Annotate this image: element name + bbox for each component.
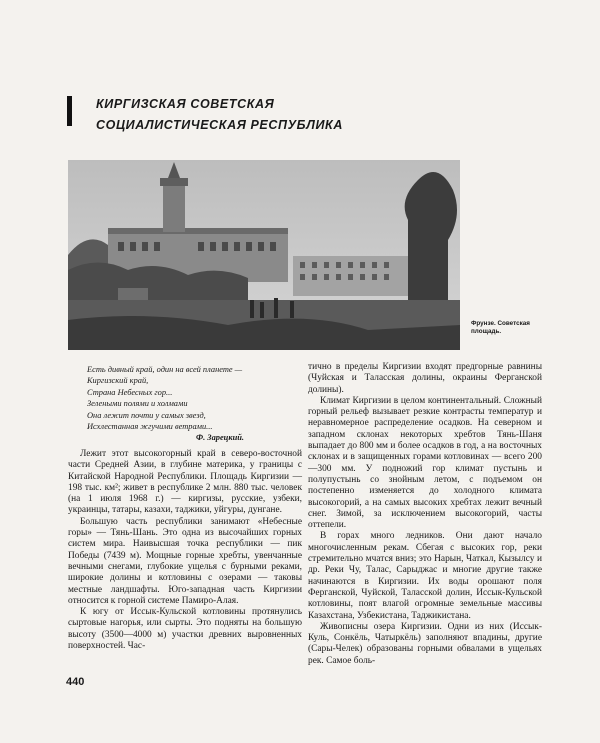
poem-line: Она лежит почти у самых звезд,	[87, 410, 206, 420]
poem-line: Киргизский край,	[87, 376, 149, 386]
epigraph-poem	[87, 364, 297, 432]
poem-line: Есть дивный край, один на всей планете —	[87, 365, 243, 374]
poem-line: Исхлестанная жгучими ветрами...	[87, 422, 213, 432]
chapter-bar	[67, 96, 72, 126]
photo-illustration	[68, 160, 460, 350]
paragraph: Лежит этот высокогорный край в северо-восточной части Средней Азии, в глубине материка, у границы с Китайской Народной Республики. Площадь Киргизии — 198 тыс. км²; живет в республике 2 млн. 880 тыс. человек (на 1 июля 1968 г.) — киргизы, русские, узбеки, украинцы, татары, казахи, таджики, уйгуры, дунгане.	[68, 449, 302, 516]
photo-sovetskaya-square	[68, 160, 460, 350]
poem-author: Ф. Зарецкий.	[196, 433, 244, 442]
poem-line: Зелеными полями и холмами	[87, 399, 188, 409]
chapter-title-line-2: СОЦИАЛИСТИЧЕСКАЯ РЕСПУБЛИКА	[96, 118, 343, 132]
paragraph: К югу от Иссык-Кульской котловины протянулись сыртовые нагорья, или сырты. Это подняты на большую высоту (3500—4000 м) участки древних выровненных поверхностей. Час-	[68, 607, 302, 652]
left-column	[68, 449, 302, 652]
chapter-title-line-1: КИРГИЗСКАЯ СОВЕТСКАЯ	[96, 97, 275, 111]
paragraph: тично в пределы Киргизии входят предгорные равнины (Чуйская и Таласская долины, окраины Ферганской долины).	[308, 362, 542, 395]
chapter-title	[96, 94, 396, 136]
paragraph: Климат Киргизии в целом континентальный. Сложный горный рельеф вызывает резкие контрасты температур и неравномерное распределение осадков. На северном и западном склонах некоторых хребтов Тянь-Шаня выпадает до 800 мм и более осадков в год, а на восточных склонах и в защищенных горами котловинах — всего 200—300 мм. У подножий гор климат пустынь и полупустынь со знойным летом, с подъемом он постепенно изменяется до холодного климата высокогорий, а на самых высоких хребтах лежит вечный снег. Зимой, за исключением высокогорий, часты оттепели.	[308, 395, 542, 531]
right-column	[308, 362, 542, 667]
poem-line: Страна Небесных гор...	[87, 387, 173, 397]
paragraph: В горах много ледников. Они дают начало многочисленным рекам. Сбегая с высоких гор, реки стремительно мчатся вниз; это Нарын, Чаткал, Кызылсу и др. Реки Чу, Талас, Сарыджас и многие другие также начинаются в Киргизии. Их воды орошают поля Ферганской, Чуйской, Таласской долин, Иссык-Кульской котловины, поят влагой огромные земельные массивы Казахстана, Узбекистана, Таджикистана.	[308, 531, 542, 621]
paragraph: Живописны озера Киргизии. Одни из них (Иссык-Куль, Сонкёль, Чатыркёль) заполняют впадины, другие (Сары-Челек) образованы горными обвалами в ущельях рек. Самое боль-	[308, 621, 542, 666]
paragraph: Большую часть республики занимают «Небесные горы» — Тянь-Шань. Это одна из высочайших горных систем мира. Наивысшая точка республики — пик Победы (7439 м). Мощные горные хребты, увенчанные вечными снегами, глубокие ущелья с бурными реками, широкие долины и котловины с озерами — таковы местные ландшафты. Юго-западная часть Киргизии относится к горной системе Памиро-Алая.	[68, 516, 302, 606]
photo-caption: Фрунзе. Советская площадь.	[471, 320, 530, 335]
page-number: 440	[66, 676, 85, 688]
